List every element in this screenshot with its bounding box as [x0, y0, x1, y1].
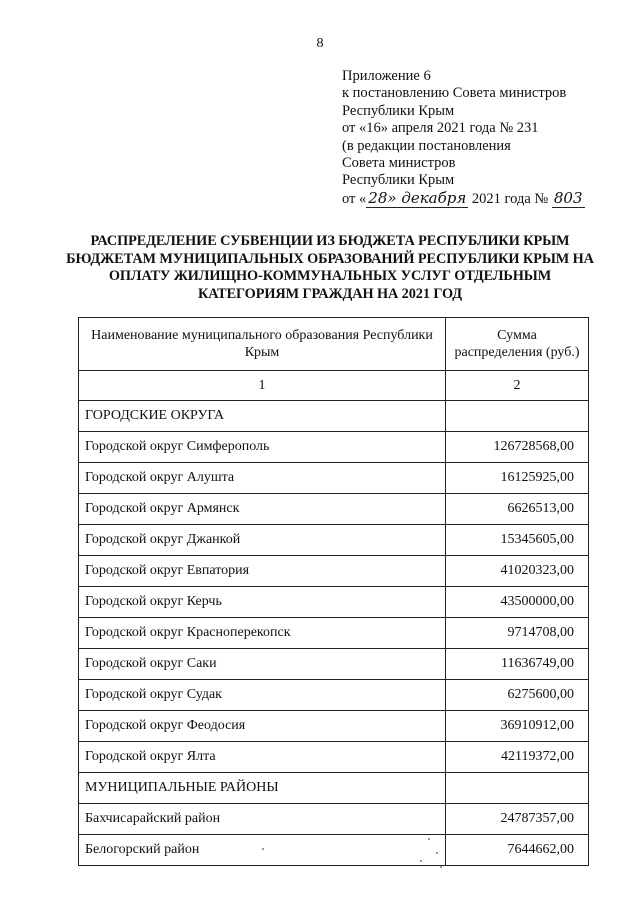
- table-row: [79, 835, 589, 866]
- cell-amount: 43500000,00: [446, 587, 589, 618]
- table-body: [79, 401, 589, 866]
- cell-amount: 11636749,00: [446, 649, 589, 680]
- scan-speck: [436, 852, 438, 854]
- table-header-row: [79, 318, 589, 371]
- appendix-line: к постановлению Совета министров: [342, 85, 567, 102]
- table-row: [79, 432, 589, 463]
- cell-amount: 41020323,00: [446, 556, 589, 587]
- cell-amount: 15345605,00: [446, 525, 589, 556]
- cell-municipality: Городской округ Феодосия: [79, 711, 446, 742]
- cell-municipality: Городской округ Керчь: [79, 587, 446, 618]
- scan-speck: [440, 866, 442, 868]
- table-row: [79, 773, 589, 804]
- cell-amount: 24787357,00: [446, 804, 589, 835]
- cell-municipality: Городской округ Алушта: [79, 463, 446, 494]
- cell-amount: 6626513,00: [446, 494, 589, 525]
- handwritten-number: 803: [553, 188, 583, 207]
- cell-municipality: Городской округ Джанкой: [79, 525, 446, 556]
- table-row: [79, 649, 589, 680]
- table-row: [79, 587, 589, 618]
- column-number-1: 1: [79, 371, 446, 401]
- appendix-line: от «16» апреля 2021 года № 231: [342, 120, 539, 137]
- cell-municipality: ГОРОДСКИЕ ОКРУГА: [79, 401, 446, 432]
- appendix-line: Приложение 6: [342, 68, 431, 84]
- scan-speck: [428, 838, 430, 840]
- cell-amount: 126728568,00: [446, 432, 589, 463]
- cell-amount: 9714708,00: [446, 618, 589, 649]
- document-title: РАСПРЕДЕЛЕНИЕ СУБВЕНЦИИ ИЗ БЮДЖЕТА РЕСПУБЛИКИ КРЫМ БЮДЖЕТАМ МУНИЦИПАЛЬНЫХ ОБРАЗОВАНИЙ РЕСПУБЛИКИ КРЫМ НА ОПЛАТУ ЖИЛИЩНО-КОММУНАЛЬНЫХ УСЛУГ ОТДЕЛЬНЫМ КАТЕГОРИЯМ ГРАЖДАН НА 2021 ГОД: [66, 233, 594, 302]
- table-row: [79, 556, 589, 587]
- table-row: [79, 463, 589, 494]
- cell-municipality: Городской округ Красноперекопск: [79, 618, 446, 649]
- appendix-date-line: [342, 190, 585, 208]
- appendix-line: Совета министров: [342, 155, 456, 172]
- column-number-2: 2: [446, 371, 589, 401]
- handwritten-date: 28» декабря: [368, 188, 467, 207]
- table-row: [79, 804, 589, 835]
- cell-amount: 42119372,00: [446, 742, 589, 773]
- cell-amount: [446, 401, 589, 432]
- table-row: [79, 711, 589, 742]
- cell-municipality: Городской округ Ялта: [79, 742, 446, 773]
- date-prefix: от «: [342, 190, 367, 207]
- appendix-line: (в редакции постановления: [342, 137, 511, 154]
- table-row: [79, 742, 589, 773]
- cell-municipality: Белогорский район: [79, 835, 446, 866]
- date-year: 2021 года №: [468, 190, 552, 207]
- cell-municipality: Городской округ Симферополь: [79, 432, 446, 463]
- header-sum: Сумма распределения (руб.): [446, 318, 589, 371]
- table-row: [79, 401, 589, 432]
- table-row: [79, 618, 589, 649]
- table-row: [79, 525, 589, 556]
- table-row: [79, 494, 589, 525]
- column-number-row: [79, 371, 589, 401]
- cell-municipality: МУНИЦИПАЛЬНЫЕ РАЙОНЫ: [79, 773, 446, 804]
- scan-speck: [420, 860, 422, 862]
- page-number: 8: [316, 36, 324, 51]
- scan-speck: [262, 848, 264, 850]
- distribution-table: [78, 317, 589, 866]
- cell-amount: [446, 773, 589, 804]
- header-name: Наименование муниципального образования Республики Крым: [79, 318, 446, 371]
- cell-amount: 7644662,00: [446, 835, 589, 866]
- table-row: [79, 680, 589, 711]
- cell-municipality: Городской округ Судак: [79, 680, 446, 711]
- cell-amount: 6275600,00: [446, 680, 589, 711]
- cell-municipality: Городской округ Евпатория: [79, 556, 446, 587]
- cell-municipality: Городской округ Саки: [79, 649, 446, 680]
- appendix-block: [342, 68, 585, 208]
- appendix-line: Республики Крым: [342, 172, 455, 189]
- cell-amount: 36910912,00: [446, 711, 589, 742]
- cell-amount: 16125925,00: [446, 463, 589, 494]
- appendix-line: Республики Крым: [342, 102, 455, 119]
- cell-municipality: Бахчисарайский район: [79, 804, 446, 835]
- cell-municipality: Городской округ Армянск: [79, 494, 446, 525]
